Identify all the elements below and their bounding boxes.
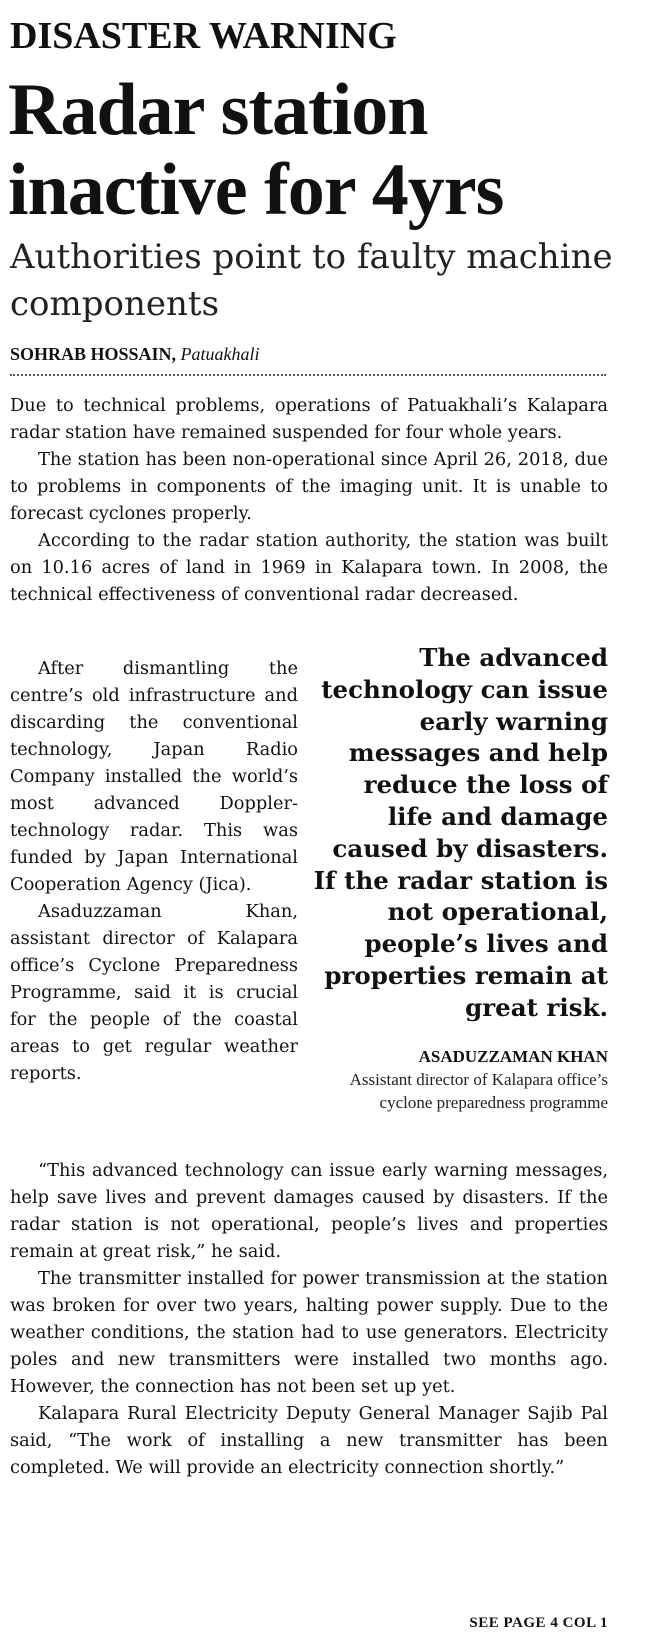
pull-quote-attribution-name: ASADUZZAMAN KHAN xyxy=(418,1047,608,1066)
pull-quote: The advanced technology can issue early warning messages and help reduce the loss of life and damage caused by disasters. If the radar station is not operational, people’s lives and properties remain at great risk. xyxy=(313,643,608,1022)
byline-author: SOHRAB HOSSAIN, xyxy=(10,344,177,364)
article-paragraph: According to the radar station authority, the station was built on 10.16 acres of land in 1969 in Kalapara town. In 2008, the technical effectiveness of conventional radar decreased. xyxy=(10,530,608,605)
pull-quote-attribution-title: Assistant director of Kalapara office’s cyclone preparedness programme xyxy=(349,1070,608,1112)
article-paragraph: Kalapara Rural Electricity Deputy General Manager Sajib Pal said, “The work of installing a new transmitter has been completed. We will provide an electricity connection shortly.” xyxy=(10,1403,608,1478)
article-headline: Radar station inactive for 4yrs xyxy=(8,69,504,231)
article-paragraph: After dismantling the centre’s old infrastructure and discarding the conventional technology, Japan Radio Company installed the world’s most advanced Doppler-technology radar. This was funded by Japan International Cooperation Agency (Jica). xyxy=(10,658,298,895)
article-subheadline: Authorities point to faulty machine components xyxy=(10,237,613,324)
byline-location: Patuakhali xyxy=(180,344,260,364)
article-paragraph: The station has been non-operational since April 26, 2018, due to problems in components of the imaging unit. It is unable to forecast cyclones properly. xyxy=(10,449,608,524)
article-paragraph: Asaduzzaman Khan, assistant director of Kalapara office’s Cyclone Preparedness Programme, said it is crucial for the people of the coastal areas to get regular weather reports. xyxy=(10,901,298,1084)
article-body-bottom xyxy=(10,1157,608,1481)
article-paragraph: Due to technical problems, operations of Patuakhali’s Kalapara radar station have remained suspended for four whole years. xyxy=(10,395,608,443)
continued-on-page-link[interactable]: SEE PAGE 4 COL 1 xyxy=(469,1615,608,1631)
article-paragraph: “This advanced technology can issue early warning messages, help save lives and prevent damages caused by disasters. If the radar station is not operational, people’s lives and properties remain at great risk,” he said. xyxy=(10,1160,608,1262)
article-paragraph: The transmitter installed for power transmission at the station was broken for over two years, halting power supply. Due to the weather conditions, the station had to use generators. Electricity poles and new transmitters were installed two months ago. However, the connection has not been set up yet. xyxy=(10,1268,608,1397)
byline xyxy=(10,342,260,366)
article-body-top xyxy=(10,392,608,608)
article-body-left-column xyxy=(10,655,298,1087)
article-kicker: DISASTER WARNING xyxy=(10,15,397,57)
dotted-divider xyxy=(10,374,606,376)
